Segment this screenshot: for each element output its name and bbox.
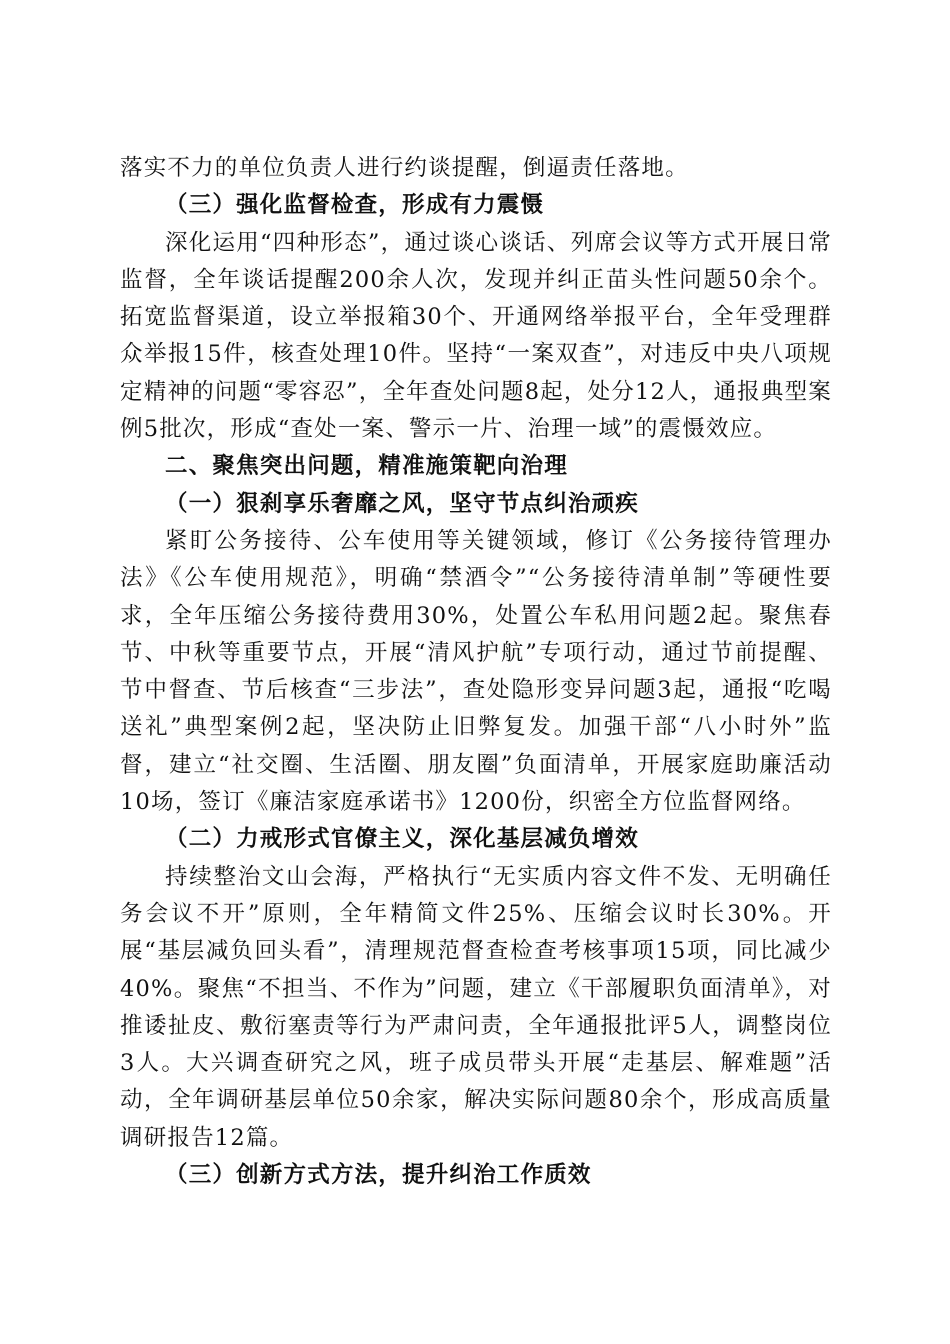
paragraph-supervision: 深化运用“四种形态”，通过谈心谈话、列席会议等方式开展日常监督，全年谈话提醒200余人次，发现并纠正苗头性问题50余个。拓宽监督渠道，设立举报箱30个、开通网络举报平台，全年受理群众举报15件，核查处理10件。坚持“一案双查”，对违反中央八项规定精神的问题“零容忍”，全年查处问题8起，处分12人，通报典型案例5批次，形成“查处一案、警示一片、治理一域”的震慑效应。 [120, 229, 832, 443]
subheading-strengthen-supervision: （三）强化监督检查，形成有力震慑 [165, 192, 545, 219]
document-body [120, 150, 832, 1194]
paragraph-extravagance: 紧盯公务接待、公车使用等关键领域，修订《公务接待管理办法》《公车使用规范》，明确“禁酒令”“公务接待清单制”等硬性要求，全年压缩公务接待费用30%，处置公车私用问题2起。聚焦春节、中秋等重要节点，开展“清风护航”专项行动，通过节前提醒、节中督查、节后核查“三步法”，查处隐形变异问题3起，通报“吃喝送礼”典型案例2起，坚决防止旧弊复发。加强干部“八小时外”监督，建立“社交圈、生活圈、朋友圈”负面清单，开展家庭助廉活动10场，签订《廉洁家庭承诺书》1200份，织密全方位监督网络。 [120, 527, 832, 816]
paragraph-formalism: 持续整治文山会海，严格执行“无实质内容文件不发、无明确任务会议不开”原则，全年精简文件25%、压缩会议时长30%。开展“基层减负回头看”，清理规范督查检查考核事项15项，同比减少40%。聚焦“不担当、不作为”问题，建立《干部履职负面清单》，对推诿扯皮、敷衍塞责等行为严肃问责，全年通报批评5人，调整岗位3人。大兴调查研究之风，班子成员带头开展“走基层、解难题”活动，全年调研基层单位50余家，解决实际问题80余个，形成高质量调研报告12篇。 [120, 863, 832, 1151]
section-title-focus-problems: 二、聚焦突出问题，精准施策靶向治理 [165, 453, 568, 480]
subheading-extravagance: （一）狠刹享乐奢靡之风，坚守节点纠治顽疾 [165, 490, 640, 517]
subheading-innovation: （三）创新方式方法，提升纠治工作质效 [165, 1162, 592, 1189]
paragraph-continuation: 落实不力的单位负责人进行约谈提醒，倒逼责任落地。 [120, 155, 689, 181]
subheading-formalism: （二）力戒形式官僚主义，深化基层减负增效 [165, 826, 640, 853]
